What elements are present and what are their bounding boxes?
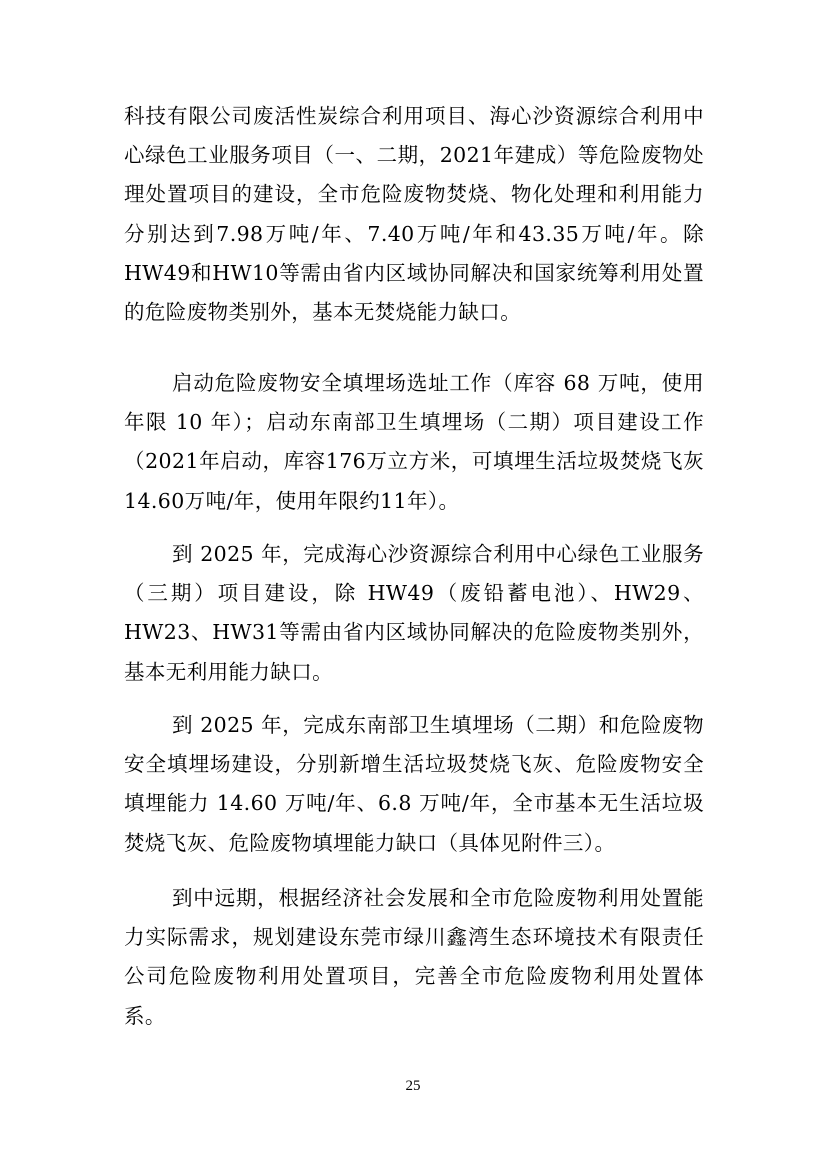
page-number: 25 [405,1078,421,1094]
paragraph-long-term: 到中远期，根据经济社会发展和全市危险废物利用处置能力实际需求，规划建设东莞市绿川鑫湾生态环境技术有限责任公司危险废物利用处置项目，完善全市危险废物利用处置体系。 [124,886,704,1028]
paragraph-2025-utilization: 到 2025 年，完成海心沙资源综合利用中心绿色工业服务（三期）项目建设，除 HW49（废铅蓄电池）、HW29、HW23、HW31等需由省内区域协同解决的危险废物类别外，基本无利用能力缺口。 [124,542,704,684]
paragraph-continuation: 科技有限公司废活性炭综合利用项目、海心沙资源综合利用中心绿色工业服务项目（一、二期，2021年建成）等危险废物处理处置项目的建设，全市危险废物焚烧、物化处理和利用能力分别达到7.98万吨/年、7.40万吨/年和43.35万吨/年。除HW49和HW10等需由省内区域协同解决和国家统筹利用处置的危险废物类别外，基本无焚烧能力缺口。 [124,104,704,325]
paragraph-2025-landfill: 到 2025 年，完成东南部卫生填埋场（二期）和危险废物安全填埋场建设，分别新增生活垃圾焚烧飞灰、危险废物安全填埋能力 14.60 万吨/年、6.8 万吨/年，全市基本无生活垃圾焚烧飞灰、危险废物填埋能力缺口（具体见附件三）。 [124,713,704,855]
paragraph-landfill-siting: 启动危险废物安全填埋场选址工作（库容 68 万吨，使用年限 10 年）；启动东南部卫生填埋场（二期）项目建设工作（2021年启动，库容176万立方米，可填埋生活垃圾焚烧飞灰 14.60万吨/年，使用年限约11年）。 [124,371,704,513]
